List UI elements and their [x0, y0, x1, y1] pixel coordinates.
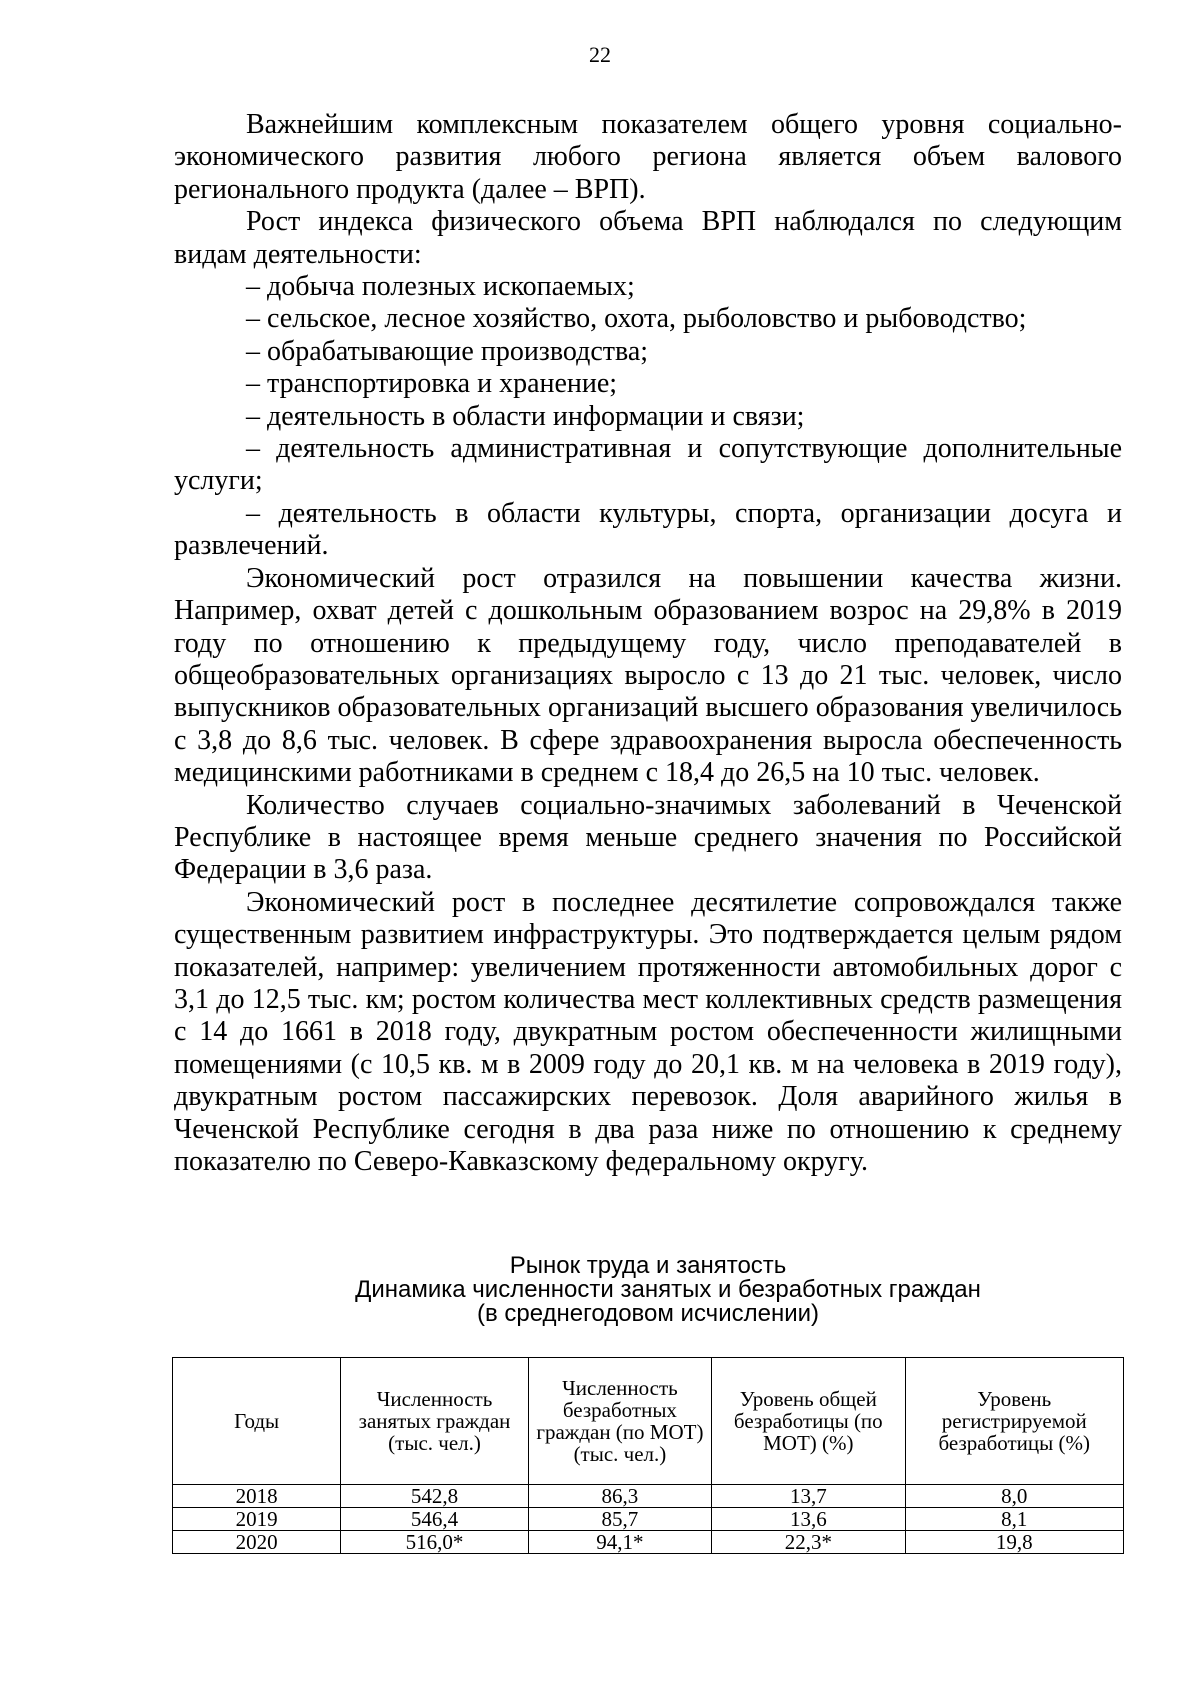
table-heading — [174, 1254, 1122, 1326]
paragraph-grp-intro: Важнейшим комплексным показателем общего уровня социально-экономического развития любого региона является объем валового регионального продукта (далее – ВРП). — [174, 109, 1122, 205]
body-text — [174, 109, 1122, 1178]
list-item: – деятельность административная и сопутствующие дополнительные услуги; — [174, 433, 1122, 497]
table-cell: 8,0 — [905, 1485, 1123, 1508]
table-cell: 2020 — [173, 1531, 341, 1554]
table-cell: 546,4 — [341, 1508, 528, 1531]
table-cell: 542,8 — [341, 1485, 528, 1508]
column-header-registered-unemployment: Уровень регистрируемой безработицы (%) — [905, 1358, 1123, 1485]
table-cell: 94,1* — [528, 1531, 711, 1554]
table-heading-title: Динамика численности занятых и безработных граждан — [355, 1276, 981, 1303]
table-cell: 516,0* — [341, 1531, 528, 1554]
column-header-unemployed: Численность безработных граждан (по МОТ) (тыс. чел.) — [528, 1358, 711, 1485]
page-number: 22 — [589, 42, 611, 67]
table-heading-section: Рынок труда и занятость — [509, 1252, 787, 1279]
paragraph-diseases: Количество случаев социально-значимых заболеваний в Чеченской Республике в настоящее время меньше среднего значения по Российской Федерации в 3,6 раза. — [174, 789, 1122, 886]
paragraph-grp-growth: Рост индекса физического объема ВРП наблюдался по следующим видам деятельности: — [174, 206, 1122, 270]
column-header-years: Годы — [173, 1358, 341, 1485]
table-cell: 22,3* — [712, 1531, 905, 1554]
list-item: – сельское, лесное хозяйство, охота, рыболовство и рыбоводство; — [246, 303, 1027, 335]
table-cell: 13,7 — [712, 1485, 905, 1508]
table-cell: 2018 — [173, 1485, 341, 1508]
table-row — [173, 1485, 1124, 1508]
column-header-employed: Численность занятых граждан (тыс. чел.) — [341, 1358, 528, 1485]
table-cell: 2019 — [173, 1508, 341, 1531]
paragraph-infrastructure: Экономический рост в последнее десятилетие сопровождался также существенным развитием инфраструктуры. Это подтверждается целым рядом показателей, например: увеличением протяженности автомобильных дорог с 3,1 до 12,5 тыс. км; ростом количества мест коллективных средств размещения с 14 до 1661 в 2018 году, двукратным ростом обеспеченности жилищными помещениями (с 10,5 кв. м в 2009 году до 20,1 кв. м на человека в 2019 году), двукратным ростом пассажирских перевозок. Доля аварийного жилья в Чеченской Республике сегодня в два раза ниже по отношению к среднему показателю по Северо-Кавказскому федеральному округу. — [174, 886, 1122, 1177]
table-row — [173, 1508, 1124, 1531]
table-cell: 85,7 — [528, 1508, 711, 1531]
table-cell: 13,6 — [712, 1508, 905, 1531]
column-header-general-unemployment: Уровень общей безработицы (по МОТ) (%) — [712, 1358, 905, 1485]
table-cell: 86,3 — [528, 1485, 711, 1508]
table-heading-subtitle: (в среднегодовом исчислении) — [476, 1300, 820, 1327]
table-header-row — [173, 1358, 1124, 1485]
table-cell: 19,8 — [905, 1531, 1123, 1554]
list-item: – обрабатывающие производства; — [246, 335, 649, 367]
list-item: – добыча полезных ископаемых; — [246, 271, 635, 303]
list-item: – деятельность в области культуры, спорта, организации досуга и развлечений. — [174, 497, 1122, 562]
paragraph-quality-of-life: Экономический рост отразился на повышении качества жизни. Например, охват детей с дошкольным образованием возрос на 29,8% в 2019 году по отношению к предыдущему году, число преподавателей в общеобразовательных организациях выросло с 13 до 21 тыс. человек, число выпускников образовательных организаций высшего образования увеличилось с 3,8 до 8,6 тыс. человек. В сфере здравоохранения выросла обеспеченность медицинскими работниками в среднем с 18,4 до 26,5 на 10 тыс. человек. — [174, 562, 1122, 789]
list-item: – деятельность в области информации и связи; — [246, 400, 805, 432]
table-cell: 8,1 — [905, 1508, 1123, 1531]
list-item: – транспортировка и хранение; — [246, 368, 618, 400]
employment-table — [172, 1357, 1124, 1554]
table-row — [173, 1531, 1124, 1554]
